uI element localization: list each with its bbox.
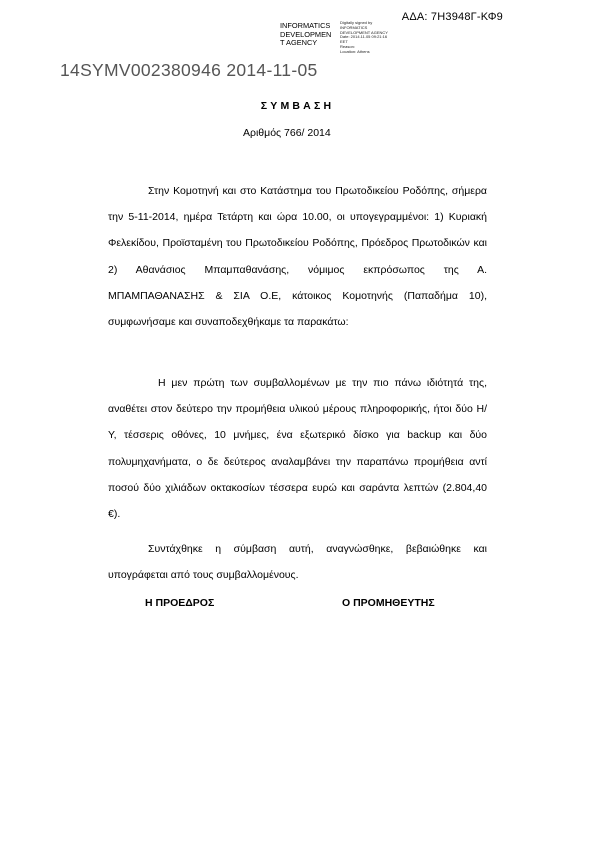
signature-detail-line: INFORMATICS <box>340 24 368 30</box>
signature-detail-line: EET <box>340 39 348 45</box>
signature-president: Η ΠΡΟΕΔΡΟΣ <box>145 597 215 609</box>
ada-code: ΑΔΑ: 7Η3948Γ-ΚΦ9 <box>401 11 503 23</box>
paragraph-parties <box>108 178 487 335</box>
signer-org-line: INFORMATICS <box>280 21 331 30</box>
signer-org-line: DEVELOPMEN <box>280 29 332 39</box>
internal-unique-number: 14SYMV002380946 2014-11-05 <box>60 60 318 80</box>
signature-supplier: Ο ΠΡΟΜΗΘΕΥΤΗΣ <box>342 597 435 609</box>
paragraph-assignment <box>108 370 487 527</box>
contract-number: Αριθμός 766/ 2014 <box>243 127 331 139</box>
paragraph-closing <box>108 536 487 588</box>
signer-org-line: T AGENCY <box>280 38 318 48</box>
paragraph-text: Στην Κομοτηνή και στο Κατάστημα του Πρωτοδικείου Ροδόπης, σήμερα την 5-11-2014, ημέρα Τετάρτη και ώρα 10.00, οι υπογεγραμμένοι: 1) Κυριακή Φελεκίδου, Προϊσταμένη του Πρωτοδικείου Ροδόπης, Πρόεδρος Πρωτοδικών και 2) Αθανάσιος Μπαμπαθανάσης, νόμιμος εκπρόσωπος της Α. ΜΠΑΜΠΑΘΑΝΑΣΗΣ & ΣΙΑ Ο.Ε, κάτοικος Κομοτηνής (Παπαδήμα 10), συμφωνήσαμε και συναποδεχθήκαμε τα παρακάτω: <box>108 185 487 329</box>
document-title: ΣΥΜΒΑΣΗ <box>260 100 335 112</box>
digital-signature-organization <box>280 22 340 48</box>
signature-detail-line: Date: 2014.11.05 09:21:16 <box>340 34 388 40</box>
digital-signature-details <box>340 21 408 55</box>
signature-detail-line: Reason: <box>340 43 355 49</box>
paragraph-text: Η μεν πρώτη των συμβαλλομένων με την πιο πάνω ιδιότητά της, αναθέτει στον δεύτερο την προμήθεια υλικού μέρους πληροφορικής, ήτοι δύο Η/Υ, τέσσερις οθόνες, 10 μνήμες, ένα εξωτερικό δίσκο για backup και δύο πολυμηχανήματα, ο δε δεύτερος αναλαμβάνει την παραπάνω προμήθεια αντί ποσού δύο χιλιάδων οκτακοσίων τέσσερα ευρώ και σαράντα λεπτών (2.804,40 €). <box>108 377 487 521</box>
paragraph-text: Συντάχθηκε η σύμβαση αυτή, αναγνώσθηκε, βεβαιώθηκε και υπογράφεται από τους συμβαλλομένους. <box>108 543 487 582</box>
signature-detail-line: Location: Athens <box>340 48 370 54</box>
signature-detail-line: DEVELOPMENT AGENCY <box>340 29 388 35</box>
signature-detail-line: Digitally signed by <box>340 20 373 25</box>
